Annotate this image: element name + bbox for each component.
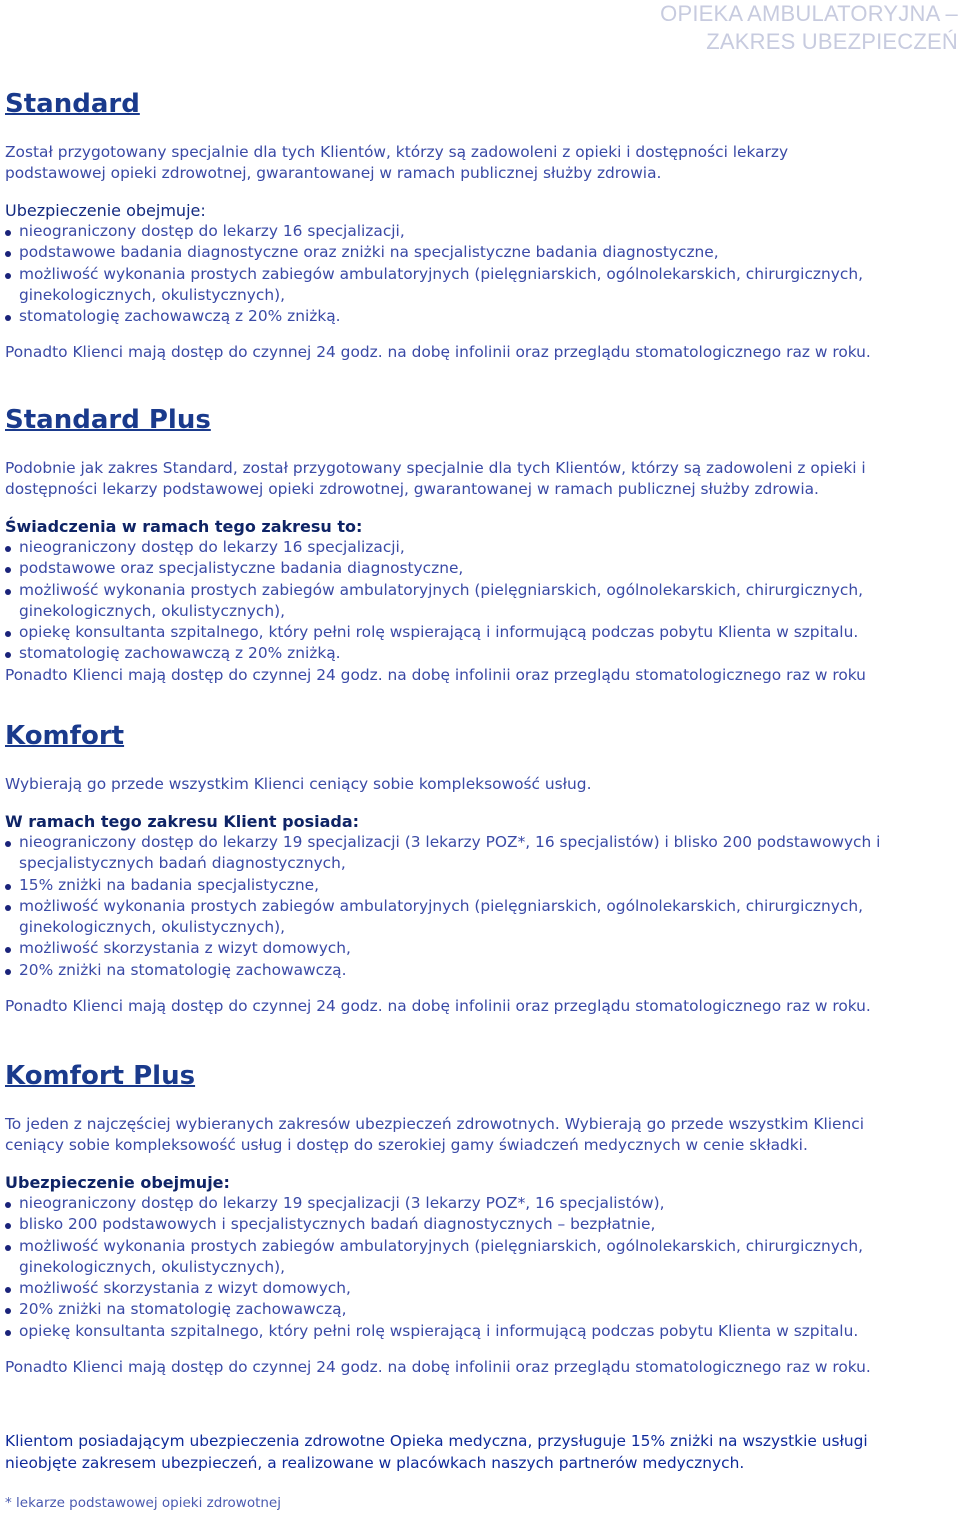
- list-item: blisko 200 podstawowych i specjalistycznych badań diagnostycznych – bezpłatnie,: [5, 1214, 955, 1235]
- list-item: stomatologię zachowawczą z 20% zniżką.: [5, 643, 955, 664]
- list-item: opiekę konsultanta szpitalnego, który pełni rolę wspierającą i informującą podczas pobytu Klienta w szpitalu.: [5, 622, 955, 643]
- page-header: [660, 0, 958, 56]
- section-komfort: [5, 720, 955, 1017]
- list-item: 20% zniżki na stomatologię zachowawczą.: [5, 960, 955, 981]
- list-item: podstawowe oraz specjalistyczne badania diagnostyczne,: [5, 558, 955, 579]
- intro-line: ceniący sobie kompleksowość usług i dostęp do szerokiej gamy świadczeń medycznych w cenie składki.: [5, 1136, 808, 1154]
- section-standard: [5, 88, 955, 363]
- section-standard-plus: [5, 404, 955, 686]
- coverage-list: [5, 832, 955, 981]
- discount-line: Klientom posiadającym ubezpieczenia zdrowotne Opieka medyczna, przysługuje 15% zniżki na wszystkie usługi: [5, 1432, 868, 1450]
- list-item: stomatologię zachowawczą z 20% zniżką.: [5, 306, 955, 327]
- list-item: 20% zniżki na stomatologię zachowawczą,: [5, 1299, 955, 1320]
- intro-line: Wybierają go przede wszystkim Klienci ceniący sobie kompleksowość usług.: [5, 775, 592, 793]
- footnote-text: * lekarze podstawowej opieki zdrowotnej: [5, 1495, 281, 1511]
- list-item: 15% zniżki na badania specjalistyczne,: [5, 875, 955, 896]
- list-item: nieograniczony dostęp do lekarzy 19 specjalizacji (3 lekarzy POZ*, 16 specjalistów),: [5, 1193, 955, 1214]
- coverage-list: [5, 1193, 955, 1342]
- list-item: możliwość wykonania prostych zabiegów ambulatoryjnych (pielęgniarskich, ogólnolekarskich, chirurgicznych, ginekologicznych, okulistycznych),: [5, 1236, 955, 1279]
- header-line-1: OPIEKA AMBULATORYJNA –: [660, 1, 958, 26]
- list-item: możliwość skorzystania z wizyt domowych,: [5, 938, 955, 959]
- list-item: nieograniczony dostęp do lekarzy 16 specjalizacji,: [5, 537, 955, 558]
- section-title: Komfort Plus: [5, 1061, 196, 1091]
- intro-line: podstawowej opieki zdrowotnej, gwarantowanej w ramach publicznej służby zdrowia.: [5, 164, 662, 182]
- list-item: możliwość wykonania prostych zabiegów ambulatoryjnych (pielęgniarskich, ogólnolekarskich, chirurgicznych, ginekologicznych, okulistycznych),: [5, 264, 955, 307]
- note: Ponadto Klienci mają dostęp do czynnej 24 godz. na dobę infolinii oraz przeglądu stomatologicznego raz w roku.: [5, 1358, 871, 1377]
- intro-line: To jeden z najczęściej wybieranych zakresów ubezpieczeń zdrowotnych. Wybierają go przede wszystkim Klienci: [5, 1115, 864, 1133]
- subheading: W ramach tego zakresu Klient posiada:: [5, 812, 360, 831]
- coverage-list: [5, 537, 955, 665]
- subheading: Świadczenia w ramach tego zakresu to:: [5, 517, 363, 536]
- subheading: Ubezpieczenie obejmuje:: [5, 1173, 230, 1192]
- list-item: możliwość wykonania prostych zabiegów ambulatoryjnych (pielęgniarskich, ogólnolekarskich, chirurgicznych, ginekologicznych, okulistycznych),: [5, 580, 955, 623]
- note: Ponadto Klienci mają dostęp do czynnej 24 godz. na dobę infolinii oraz przeglądu stomatologicznego raz w roku: [5, 665, 866, 684]
- list-item: nieograniczony dostęp do lekarzy 16 specjalizacji,: [5, 221, 955, 242]
- list-item: możliwość wykonania prostych zabiegów ambulatoryjnych (pielęgniarskich, ogólnolekarskich, chirurgicznych, ginekologicznych, okulistycznych),: [5, 896, 955, 939]
- section-title: Komfort: [5, 721, 125, 751]
- list-item: nieograniczony dostęp do lekarzy 19 specjalizacji (3 lekarzy POZ*, 16 specjalistów) i blisko 200 podstawowych i specjalistycznych badań diagnostycznych,: [5, 832, 955, 875]
- note: Ponadto Klienci mają dostęp do czynnej 24 godz. na dobę infolinii oraz przeglądu stomatologicznego raz w roku.: [5, 343, 871, 362]
- coverage-list: [5, 221, 955, 327]
- header-line-2: ZAKRES UBEZPIECZEŃ: [706, 29, 958, 54]
- discount-info: [5, 1431, 955, 1474]
- intro-line: Został przygotowany specjalnie dla tych Klientów, którzy są zadowoleni z opieki i dostępności lekarzy: [5, 143, 789, 161]
- footnote: [5, 1494, 955, 1512]
- list-item: podstawowe badania diagnostyczne oraz zniżki na specjalistyczne badania diagnostyczne,: [5, 242, 955, 263]
- note: Ponadto Klienci mają dostęp do czynnej 24 godz. na dobę infolinii oraz przeglądu stomatologicznego raz w roku.: [5, 997, 871, 1016]
- list-item: opiekę konsultanta szpitalnego, który pełni rolę wspierającą i informującą podczas pobytu Klienta w szpitalu.: [5, 1321, 955, 1342]
- section-komfort-plus: [5, 1060, 955, 1378]
- section-title: Standard Plus: [5, 405, 211, 435]
- discount-line: nieobjęte zakresem ubezpieczeń, a realizowane w placówkach naszych partnerów medycznych.: [5, 1453, 745, 1472]
- list-item: możliwość skorzystania z wizyt domowych,: [5, 1278, 955, 1299]
- section-title: Standard: [5, 89, 140, 119]
- intro-line: dostępności lekarzy podstawowej opieki zdrowotnej, gwarantowanej w ramach publicznej służby zdrowia.: [5, 480, 819, 498]
- subheading: Ubezpieczenie obejmuje:: [5, 201, 206, 220]
- intro-line: Podobnie jak zakres Standard, został przygotowany specjalnie dla tych Klientów, którzy są zadowoleni z opieki i: [5, 459, 866, 477]
